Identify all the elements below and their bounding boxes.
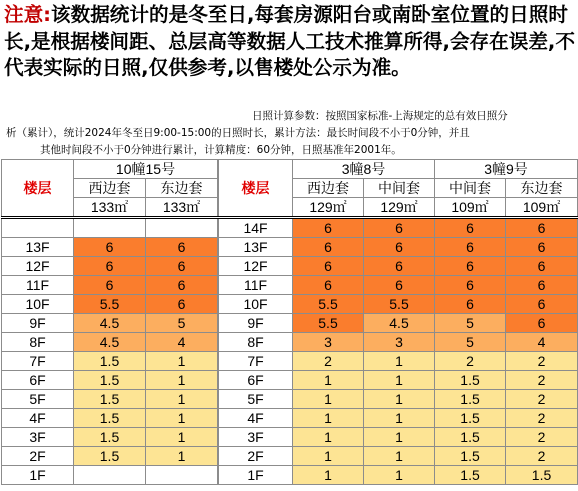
blank-cell: [2, 218, 74, 238]
sunlight-hours: 2: [506, 352, 578, 371]
building-header: 3幢8号: [293, 160, 435, 179]
sunlight-hours: 6: [435, 295, 506, 314]
sunlight-hours: 6: [364, 238, 435, 257]
sunlight-hours: 1: [364, 447, 435, 466]
sunlight-hours: 6: [293, 238, 364, 257]
sunlight-hours: 5.5: [293, 314, 364, 333]
sunlight-hours: 1: [293, 409, 364, 428]
floor-label: 13F: [2, 238, 74, 257]
blank-cell: [146, 218, 218, 238]
sunlight-hours: 2: [293, 352, 364, 371]
table-row: [219, 218, 578, 238]
sunlight-hours: 6: [74, 238, 146, 257]
building-header: 10幢15号: [74, 160, 218, 179]
unit-area: 133㎡: [74, 198, 146, 218]
floor-label: 11F: [2, 276, 74, 295]
floor-label: 11F: [219, 276, 293, 295]
floor-label: 5F: [2, 390, 74, 409]
sunlight-hours: 1.5: [74, 371, 146, 390]
sunlight-hours: 1.5: [74, 447, 146, 466]
floor-label: 3F: [2, 428, 74, 447]
table-row: [2, 352, 218, 371]
sunlight-hours: 6: [435, 218, 506, 238]
building-10-15-table: [1, 159, 218, 485]
sunlight-hours: 1.5: [74, 390, 146, 409]
sunlight-hours: 2: [435, 352, 506, 371]
sunlight-hours: 5: [435, 314, 506, 333]
sunlight-hours: 1: [364, 390, 435, 409]
sunlight-hours: 5: [146, 314, 218, 333]
sunlight-hours: 5.5: [364, 295, 435, 314]
floor-label: 8F: [219, 333, 293, 352]
building-header: 3幢9号: [435, 160, 578, 179]
sunlight-hours: 6: [435, 257, 506, 276]
sunlight-hours: 6: [435, 276, 506, 295]
unit-name: 西边套: [74, 179, 146, 198]
sunlight-hours: 2: [506, 409, 578, 428]
unit-area: 129㎡: [293, 198, 364, 218]
floor-label: 12F: [219, 257, 293, 276]
sunlight-hours: 1: [293, 428, 364, 447]
floor-label: 8F: [2, 333, 74, 352]
sunlight-hours: 6: [293, 257, 364, 276]
sunlight-hours: 6: [435, 238, 506, 257]
sunlight-hours: 1: [293, 447, 364, 466]
table-row: [219, 238, 578, 257]
table-row: [2, 371, 218, 390]
sunlight-hours: 6: [146, 257, 218, 276]
floor-label: 9F: [2, 314, 74, 333]
sunlight-hours: 6: [364, 276, 435, 295]
sunlight-hours: 1: [293, 466, 364, 485]
unit-name: 东边套: [146, 179, 218, 198]
sunlight-hours: 1: [146, 390, 218, 409]
sunlight-hours: 1: [364, 371, 435, 390]
floor-label: 10F: [2, 295, 74, 314]
sunlight-hours: 6: [506, 238, 578, 257]
unit-name: 中间套: [364, 179, 435, 198]
floor-label: 5F: [219, 390, 293, 409]
sunlight-hours: 4.5: [74, 333, 146, 352]
sunlight-hours: 6: [364, 257, 435, 276]
table-row: [2, 295, 218, 314]
floor-label: 12F: [2, 257, 74, 276]
floor-label: 14F: [219, 218, 293, 238]
floor-label: 4F: [219, 409, 293, 428]
unit-area: 109㎡: [506, 198, 578, 218]
sunlight-hours: 1: [146, 428, 218, 447]
floor-label: 6F: [2, 371, 74, 390]
sunlight-hours: 3: [364, 333, 435, 352]
floor-header: 楼层: [219, 160, 293, 218]
table-row: [2, 257, 218, 276]
floor-label: 13F: [219, 238, 293, 257]
params-line-3: 其他时间段不小于0分钟进行累计，计算精度：60分钟，日照基准年2001年。: [40, 144, 402, 156]
sunlight-hours: 3: [293, 333, 364, 352]
sunlight-hours: 6: [506, 314, 578, 333]
sunlight-hours: 1: [146, 409, 218, 428]
sunlight-hours: 6: [364, 218, 435, 238]
floor-label: 1F: [2, 466, 74, 485]
floor-label: 10F: [219, 295, 293, 314]
sunlight-hours: 1: [364, 428, 435, 447]
sunlight-hours: 6: [506, 295, 578, 314]
floor-label: 2F: [2, 447, 74, 466]
table-row: [219, 295, 578, 314]
sunlight-hours: 1: [364, 352, 435, 371]
sunlight-hours: 1: [364, 466, 435, 485]
sunlight-hours: 6: [146, 276, 218, 295]
floor-label: 7F: [219, 352, 293, 371]
sunlight-hours: 5.5: [293, 295, 364, 314]
sunlight-hours: 1.5: [74, 409, 146, 428]
floor-header: 楼层: [2, 160, 74, 218]
sunlight-hours: 1.5: [435, 447, 506, 466]
table-row: [2, 409, 218, 428]
table-row: [2, 428, 218, 447]
sunlight-hours: [146, 466, 218, 485]
sunlight-hours: 2: [506, 371, 578, 390]
table-row: [2, 447, 218, 466]
unit-name: 东边套: [506, 179, 578, 198]
header-row: [2, 160, 218, 179]
sunlight-hours: 1.5: [506, 466, 578, 485]
params-line-2: 析（累计），统计2024年冬至日9:00-15:00的日照时长，累计方法：最长时间段不小于0分钟，并且: [6, 127, 470, 139]
table-row: [2, 276, 218, 295]
building-3-8-9-table: [218, 159, 578, 485]
table-row: [219, 371, 578, 390]
sunlight-hours: 4.5: [364, 314, 435, 333]
sunlight-hours: 4.5: [74, 314, 146, 333]
sunlight-hours: 1.5: [435, 466, 506, 485]
table-row: [219, 428, 578, 447]
table-row: [219, 447, 578, 466]
sunlight-hours: 6: [506, 276, 578, 295]
sunlight-hours: 1.5: [435, 409, 506, 428]
sunlight-hours: 6: [506, 218, 578, 238]
table-row: [2, 314, 218, 333]
header-row: [219, 160, 578, 179]
unit-area: 109㎡: [435, 198, 506, 218]
sunlight-hours: 1: [146, 371, 218, 390]
notice-text: [4, 2, 576, 82]
table-row: [219, 466, 578, 485]
floor-label: 4F: [2, 409, 74, 428]
table-row: [219, 390, 578, 409]
sunlight-hours: 2: [506, 447, 578, 466]
sunlight-hours: 6: [146, 238, 218, 257]
blank-row: [2, 218, 218, 238]
table-row: [219, 409, 578, 428]
notice-prefix: 注意:: [4, 3, 52, 26]
sunlight-hours: 5.5: [74, 295, 146, 314]
sunlight-hours: 6: [506, 257, 578, 276]
floor-label: 2F: [219, 447, 293, 466]
calculation-parameters: [6, 108, 576, 159]
sunlight-hours: 1: [146, 352, 218, 371]
sunlight-hours: 1: [146, 447, 218, 466]
unit-name: 西边套: [293, 179, 364, 198]
sunlight-hours: 1: [364, 409, 435, 428]
sunlight-hours: 6: [293, 218, 364, 238]
sunlight-hours: 1.5: [435, 371, 506, 390]
sunlight-hours: 6: [293, 276, 364, 295]
sunlight-hours: 1: [293, 390, 364, 409]
unit-area: 129㎡: [364, 198, 435, 218]
table-row: [2, 466, 218, 485]
table-row: [2, 390, 218, 409]
sunlight-hours: 5: [435, 333, 506, 352]
sunlight-hours: 6: [74, 276, 146, 295]
table-row: [219, 276, 578, 295]
table-row: [219, 333, 578, 352]
floor-label: 3F: [219, 428, 293, 447]
sunlight-hours: 1: [293, 371, 364, 390]
floor-label: 1F: [219, 466, 293, 485]
table-row: [219, 257, 578, 276]
table-row: [2, 238, 218, 257]
sunlight-hours: 1.5: [435, 428, 506, 447]
notice-body: 该数据统计的是冬至日,每套房源阳台或南卧室位置的日照时长,是根据楼间距、总层高等数据人工技术推算所得,会存在误差,不代表实际的日照,仅供参考,以售楼处公示为准。: [4, 3, 575, 79]
sunlight-hours: 6: [74, 257, 146, 276]
sunlight-hours: 2: [506, 428, 578, 447]
sunlight-hours: 2: [506, 390, 578, 409]
table-row: [219, 314, 578, 333]
table-row: [2, 333, 218, 352]
sunlight-hours: 1.5: [435, 390, 506, 409]
sunlight-hours: 4: [506, 333, 578, 352]
blank-cell: [74, 218, 146, 238]
table-row: [219, 352, 578, 371]
sunlight-hours: 4: [146, 333, 218, 352]
floor-label: 9F: [219, 314, 293, 333]
sunlight-hours: 1.5: [74, 428, 146, 447]
floor-label: 7F: [2, 352, 74, 371]
sunlight-hours: 1.5: [74, 352, 146, 371]
floor-label: 6F: [219, 371, 293, 390]
unit-name: 中间套: [435, 179, 506, 198]
unit-area: 133㎡: [146, 198, 218, 218]
sunlight-hours: [74, 466, 146, 485]
params-line-1: 日照计算参数：按照国家标准-上海规定的总有效日照分: [252, 110, 508, 122]
sunlight-hours: 6: [146, 295, 218, 314]
